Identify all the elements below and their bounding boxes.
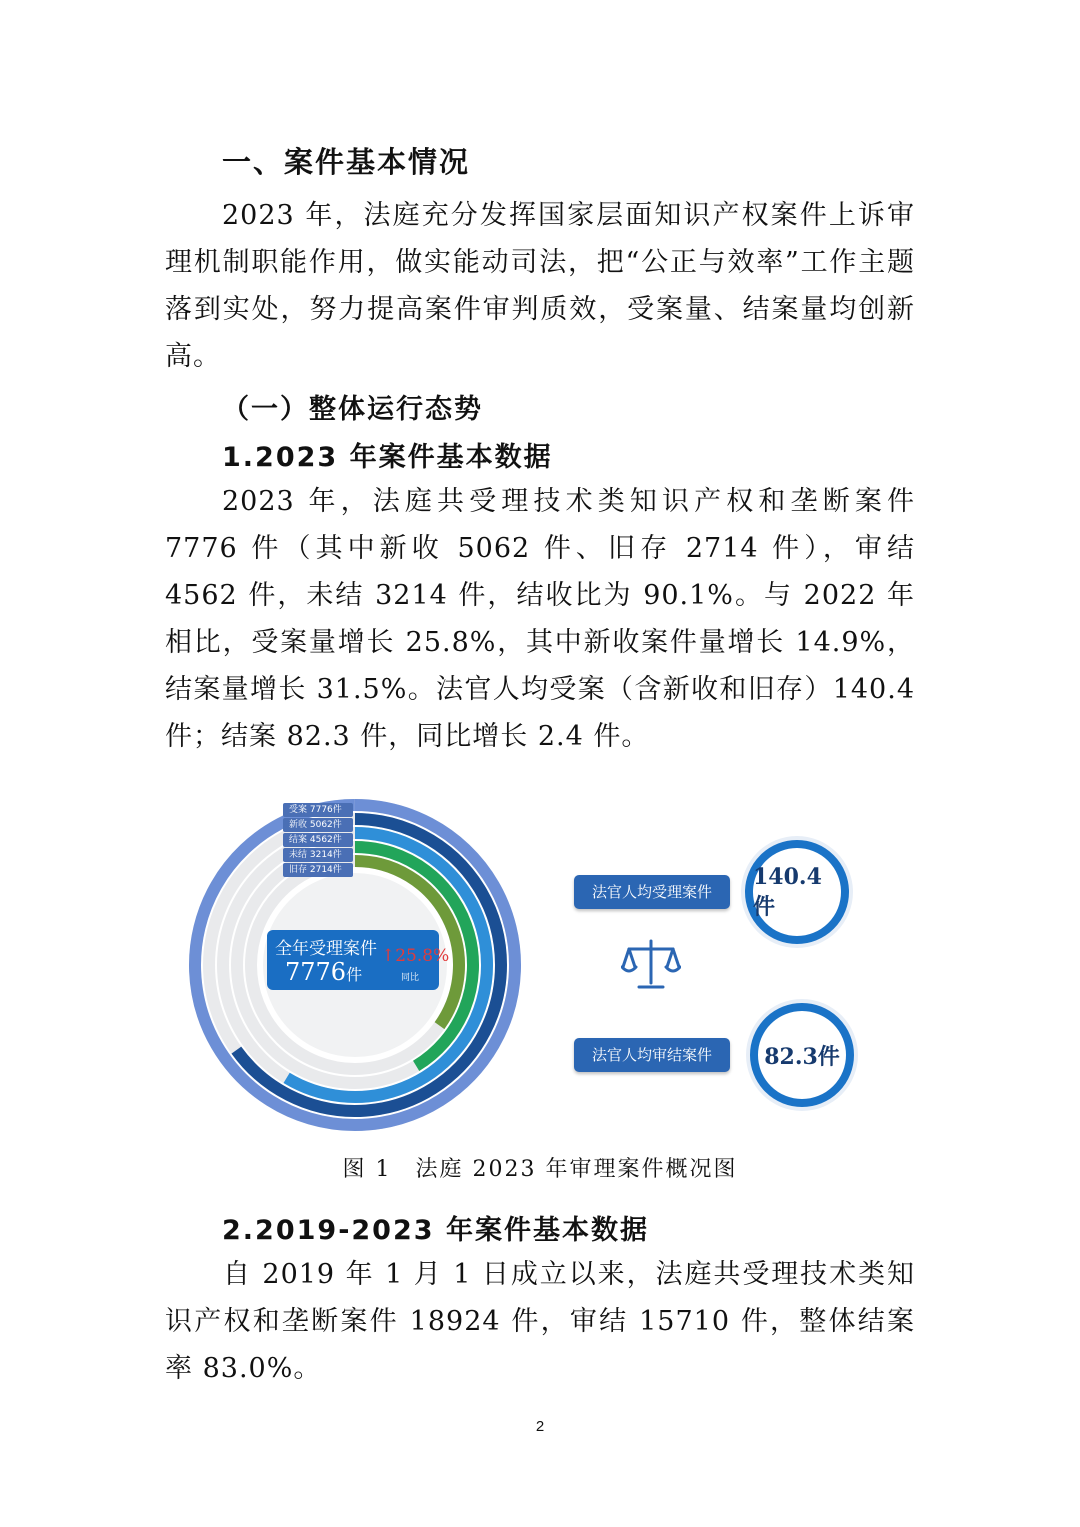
stat-value-closed-per-judge: 82.3件 bbox=[764, 1043, 840, 1070]
paragraph-2023-text: 2023 年，法庭共受理技术类知识产权和垄断案件 7776 件（其中新收 5062 件、旧存 2714 件），审结 4562 件，未结 3214 件，结收比为 90.1%。与 2022 年相比，受案量增长 25.8%，其中新收案件量增长 14.9%，结案量增长 31.5%。法官人均受案（含新收和旧存）140.4 件；结案 82.3 件，同比增长 2.4 件。 bbox=[165, 486, 915, 752]
page-number: 2 bbox=[535, 1418, 545, 1435]
legend-item: 未结 3214件 bbox=[283, 848, 353, 862]
stat-value-cases-per-judge: 140.4件 bbox=[753, 863, 822, 920]
paragraph-2023-data bbox=[165, 478, 915, 760]
stat-circle-closed-per-judge bbox=[750, 1003, 854, 1107]
legend-item: 结案 4562件 bbox=[283, 833, 353, 847]
section-heading-2019-2023-data: 2.2019-2023 年案件基本数据 bbox=[222, 1215, 649, 1246]
legend-item: 受案 7776件 bbox=[283, 803, 353, 817]
growth-rate: ↑25.8% bbox=[381, 946, 450, 966]
case-overview-figure bbox=[185, 795, 885, 1140]
section-heading-overall-trend: （一）整体运行态势 bbox=[222, 394, 483, 425]
legend-item: 新收 5062件 bbox=[283, 818, 353, 832]
total-cases-box bbox=[267, 930, 450, 990]
scale-of-justice-icon bbox=[621, 937, 681, 993]
heading-case-overview: 一、案件基本情况 bbox=[222, 145, 471, 179]
intro-paragraph bbox=[165, 192, 915, 380]
paragraph-2019-2023-data bbox=[165, 1251, 915, 1392]
total-cases-title: 全年受理案件 bbox=[275, 939, 377, 959]
figure-caption: 图 1 法庭 2023 年审理案件概况图 bbox=[342, 1157, 738, 1182]
total-cases-unit: 件 bbox=[346, 965, 363, 984]
stat-label-cases-per-judge: 法官人均受理案件 bbox=[574, 875, 730, 909]
section-heading-2023-data: 1.2023 年案件基本数据 bbox=[222, 442, 553, 473]
total-cases-value bbox=[285, 958, 362, 986]
growth-label: 同比 bbox=[401, 973, 420, 983]
total-cases-number: 7776 bbox=[285, 958, 347, 986]
chart-legend bbox=[283, 803, 353, 878]
intro-text: 2023 年，法庭充分发挥国家层面知识产权案件上诉审理机制职能作用，做实能动司法，把“公正与效率”工作主题落到实处，努力提高案件审判质效，受案量、结案量均创新高。 bbox=[165, 200, 915, 372]
stat-label-closed-per-judge: 法官人均审结案件 bbox=[574, 1038, 730, 1072]
paragraph-2019-2023-text: 自 2019 年 1 月 1 日成立以来，法庭共受理技术类知识产权和垄断案件 18924 件，审结 15710 件，整体结案率 83.0%。 bbox=[165, 1259, 915, 1384]
stat-circle-cases-per-judge bbox=[745, 840, 849, 944]
legend-item: 旧存 2714件 bbox=[283, 863, 353, 877]
